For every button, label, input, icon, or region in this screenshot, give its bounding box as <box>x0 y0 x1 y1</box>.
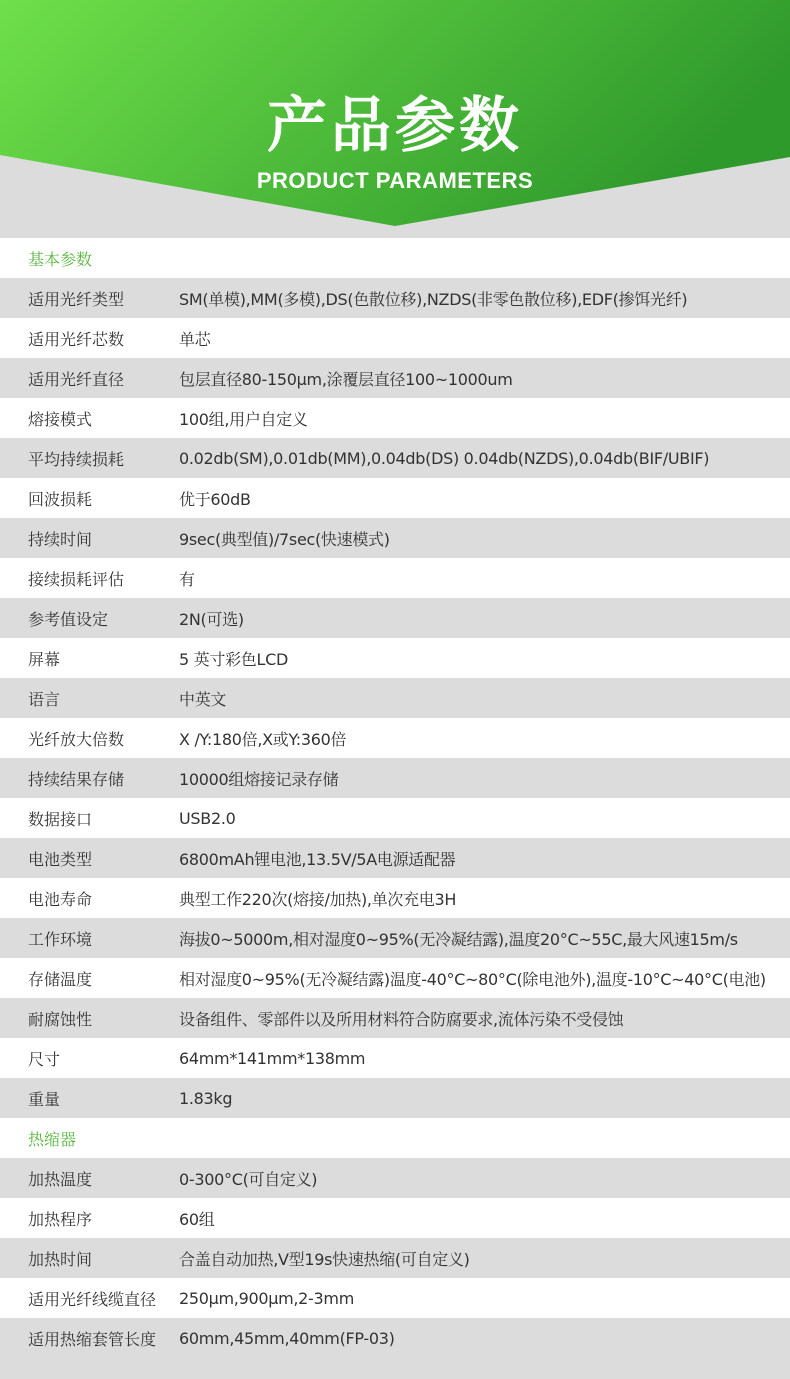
section-title: 热缩器 <box>28 1129 77 1149</box>
param-label: 语言 <box>28 689 61 709</box>
param-label: 适用光纤芯数 <box>28 329 125 349</box>
table-row <box>0 1318 790 1358</box>
param-label: 电池寿命 <box>28 889 93 909</box>
param-value: 包层直径80-150μm,涂覆层直径100~1000um <box>179 369 513 389</box>
table-row <box>0 758 790 798</box>
table-row <box>0 358 790 398</box>
param-value: 优于60dB <box>179 489 251 509</box>
table-row <box>0 518 790 558</box>
table-row <box>0 718 790 758</box>
table-row <box>0 638 790 678</box>
param-label: 耐腐蚀性 <box>28 1009 93 1029</box>
param-label: 适用光纤直径 <box>28 369 125 389</box>
table-row <box>0 958 790 998</box>
param-value: 有 <box>179 569 195 589</box>
table-row <box>0 678 790 718</box>
param-label: 光纤放大倍数 <box>28 729 125 749</box>
param-value: 250μm,900μm,2-3mm <box>179 1288 354 1308</box>
param-value: 5 英寸彩色LCD <box>179 649 288 669</box>
param-label: 屏幕 <box>28 649 61 669</box>
table-row <box>0 1198 790 1238</box>
param-value: 中英文 <box>179 689 227 709</box>
param-value: 0.02db(SM),0.01db(MM),0.04db(DS) 0.04db(NZDS),0.04db(BIF/UBIF) <box>179 448 710 468</box>
param-value: 60组 <box>179 1209 215 1229</box>
param-value: 9sec(典型值)/7sec(快速模式) <box>179 529 390 549</box>
page-subtitle: PRODUCT PARAMETERS <box>256 168 534 193</box>
table-footer-strip <box>0 1358 790 1379</box>
param-value: 典型工作220次(熔接/加热),单次充电3H <box>179 889 457 909</box>
param-value: 10000组熔接记录存储 <box>179 769 339 789</box>
param-label: 适用光纤类型 <box>28 289 125 309</box>
table-row <box>0 1158 790 1198</box>
param-value: 60mm,45mm,40mm(FP-03) <box>179 1328 395 1348</box>
param-label: 持续时间 <box>28 529 93 549</box>
param-value: SM(单模),MM(多模),DS(色散位移),NZDS(非零色散位移),EDF(掺饵光纤) <box>179 289 688 309</box>
param-label: 加热时间 <box>28 1249 93 1269</box>
param-label: 尺寸 <box>28 1049 61 1069</box>
table-row <box>0 1278 790 1318</box>
table-row <box>0 558 790 598</box>
param-value: USB2.0 <box>179 808 236 828</box>
param-value: 0-300°C(可自定义) <box>179 1169 318 1189</box>
param-label: 重量 <box>28 1089 61 1109</box>
param-label: 适用光纤线缆直径 <box>28 1289 157 1309</box>
table-row <box>0 1078 790 1118</box>
param-label: 持续结果存储 <box>28 769 125 789</box>
param-label: 电池类型 <box>28 849 93 869</box>
param-value: 单芯 <box>179 329 211 349</box>
parameter-table <box>0 238 790 1379</box>
table-row <box>0 918 790 958</box>
param-value: 合盖自动加热,V型19s快速热缩(可自定义) <box>179 1249 470 1269</box>
table-row <box>0 598 790 638</box>
param-value: 2N(可选) <box>179 609 244 629</box>
table-row <box>0 398 790 438</box>
param-value: 设备组件、零部件以及所用材料符合防腐要求,流体污染不受侵蚀 <box>179 1009 624 1029</box>
param-label: 存储温度 <box>28 969 93 989</box>
param-label: 接续损耗评估 <box>28 569 125 589</box>
param-value: 64mm*141mm*138mm <box>179 1048 366 1068</box>
table-row <box>0 838 790 878</box>
param-value: 1.83kg <box>179 1088 233 1108</box>
table-row <box>0 438 790 478</box>
param-label: 熔接模式 <box>28 409 93 429</box>
param-value: 6800mAh锂电池,13.5V/5A电源适配器 <box>179 849 456 869</box>
param-value: 100组,用户自定义 <box>179 409 308 429</box>
table-row <box>0 278 790 318</box>
page-title: 产品参数 <box>267 91 523 161</box>
param-label: 适用热缩套管长度 <box>28 1329 157 1349</box>
param-label: 平均持续损耗 <box>28 449 125 469</box>
table-row <box>0 998 790 1038</box>
table-row <box>0 798 790 838</box>
table-row <box>0 878 790 918</box>
param-value: X /Y:180倍,X或Y:360倍 <box>179 729 347 749</box>
param-label: 回波损耗 <box>28 489 93 509</box>
param-label: 参考值设定 <box>28 609 109 629</box>
table-row <box>0 318 790 358</box>
param-label: 工作环境 <box>28 929 93 949</box>
table-row <box>0 478 790 518</box>
param-label: 加热温度 <box>28 1169 93 1189</box>
section-title: 基本参数 <box>28 249 93 269</box>
table-row <box>0 1238 790 1278</box>
param-value: 海拔0~5000m,相对湿度0~95%(无冷凝结露),温度20°C~55C,最大风速15m/s <box>179 929 738 949</box>
table-row <box>0 1038 790 1078</box>
header-banner <box>0 0 790 238</box>
param-label: 数据接口 <box>28 809 93 829</box>
param-label: 加热程序 <box>28 1209 93 1229</box>
param-value: 相对湿度0~95%(无冷凝结露)温度-40°C~80°C(除电池外),温度-10°C~40°C(电池) <box>179 969 766 989</box>
